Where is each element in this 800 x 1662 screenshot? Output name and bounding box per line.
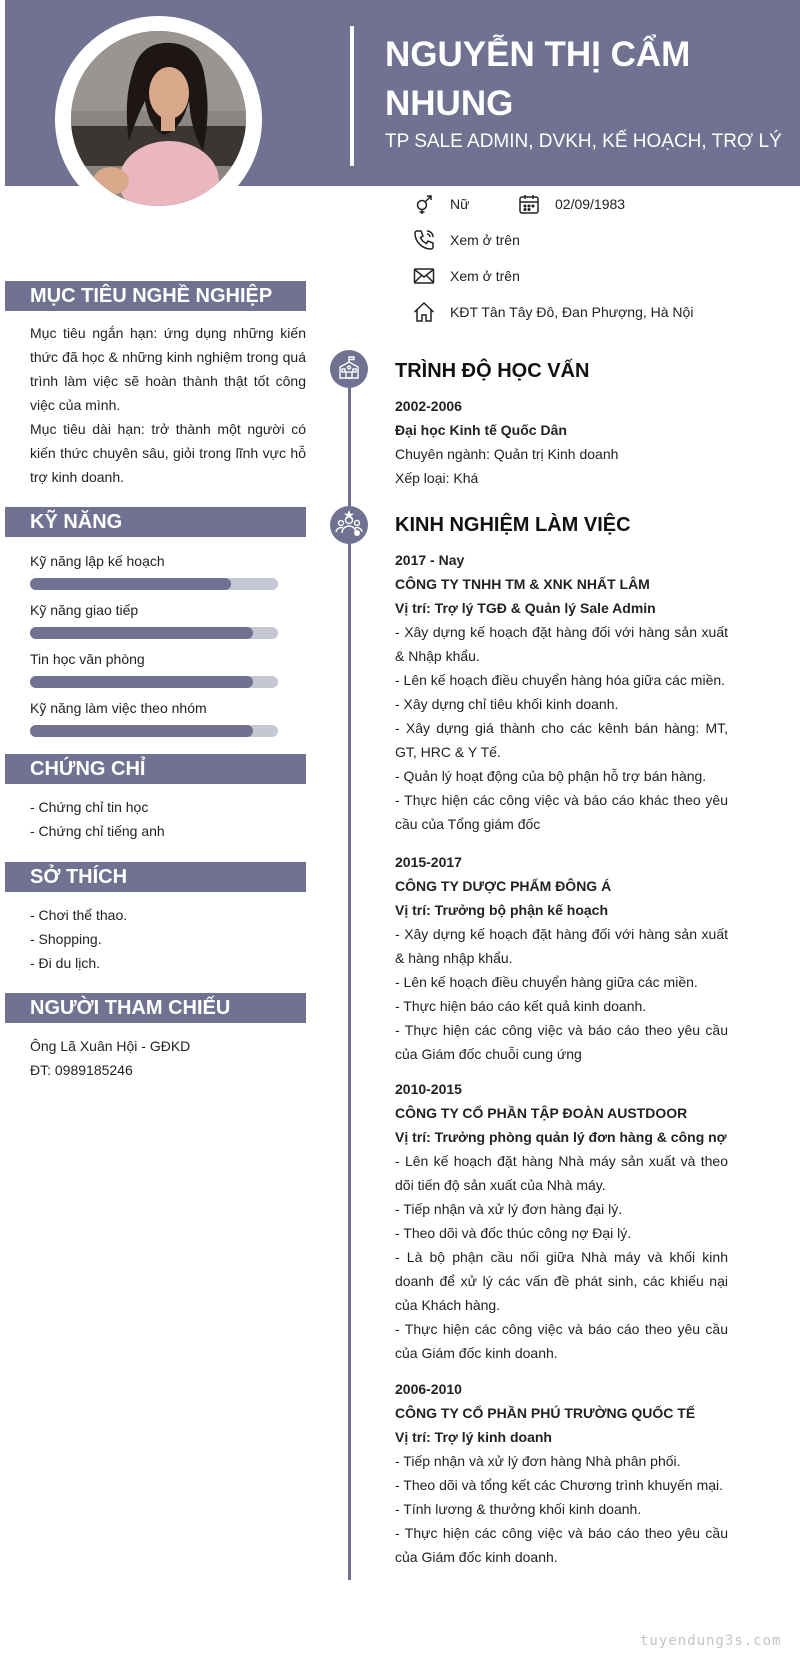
hobby-item: - Đi du lịch. <box>30 955 101 971</box>
hobby-item: - Chơi thể thao. <box>30 907 128 923</box>
job-duty: - Tính lương & thưởng khối kinh doanh. <box>395 1501 642 1517</box>
job-period: 2017 - Nay <box>395 552 465 568</box>
skill-bar <box>30 725 278 737</box>
skills-heading: KỸ NĂNG <box>5 507 306 537</box>
job-company: CÔNG TY TNHH TM & XNK NHẤT LÂM <box>395 576 650 592</box>
education-period: 2002-2006 <box>395 398 462 414</box>
certificate-item: - Chứng chỉ tiếng anh <box>30 823 165 839</box>
job-duty: - Theo dõi và tổng kết các Chương trình khuyến mại. <box>395 1477 724 1493</box>
objective-long-term: Mục tiêu dài hạn: trở thành một người có kiến thức chuyên sâu, giỏi trong lĩnh vực hỗ trợ kinh doanh. <box>30 421 306 485</box>
gender-icon <box>412 192 436 216</box>
hobbies-heading: SỞ THÍCH <box>5 862 306 892</box>
job-entry <box>395 1077 728 1365</box>
watermark: tuyendung3s.com <box>640 1633 782 1649</box>
objective-short-term: Mục tiêu ngắn hạn: ứng dụng những kiến thức đã học & những kinh nghiệm trong quá trình làm việc sẽ hoàn thành thật tốt công việc của mình. <box>30 325 306 413</box>
job-entry <box>395 1377 728 1569</box>
job-duty: - Quản lý hoạt động của bộ phận hỗ trợ bán hàng. <box>395 768 707 784</box>
job-duty: - Thực hiện báo cáo kết quả kinh doanh. <box>395 998 647 1014</box>
certificates-heading: CHỨNG CHỈ <box>5 754 306 784</box>
skill-label: Kỹ năng lập kế hoạch <box>30 553 165 569</box>
job-duty: - Xây dựng chỉ tiêu khối kinh doanh. <box>395 696 619 712</box>
education-entry <box>395 394 728 490</box>
skill-bar-fill <box>30 578 231 590</box>
school-icon <box>330 350 368 388</box>
contact-birthday <box>517 192 625 216</box>
avatar-photo <box>71 31 246 206</box>
job-duty: - Là bộ phận cầu nối giữa Nhà máy và khối kinh doanh để xử lý các vấn đề phát sinh, các khiếu nại của Khách hàng. <box>395 1249 728 1313</box>
job-period: 2006-2010 <box>395 1381 462 1397</box>
hobby-item: - Shopping. <box>30 931 102 947</box>
education-major: Chuyên ngành: Quản trị Kinh doanh <box>395 446 619 462</box>
skill-bar <box>30 578 278 590</box>
header-divider <box>350 26 354 166</box>
skill-bar <box>30 676 278 688</box>
team-icon <box>330 506 368 544</box>
job-company: CÔNG TY CỔ PHẦN TẬP ĐOÀN AUSTDOOR <box>395 1105 688 1121</box>
avatar <box>71 31 246 206</box>
job-duty: - Thực hiện các công việc và báo cáo theo yêu cầu của Giám đốc kinh doanh. <box>395 1525 728 1565</box>
job-period: 2015-2017 <box>395 854 462 870</box>
education-heading: TRÌNH ĐỘ HỌC VẤN <box>395 360 590 382</box>
job-duty: - Xây dựng kế hoạch đặt hàng đối với hàng sản xuất & hàng nhập khẩu. <box>395 926 728 966</box>
birthday-value: 02/09/1983 <box>555 196 626 212</box>
mail-icon <box>412 264 436 288</box>
email-value: Xem ở trên <box>450 268 520 284</box>
certificate-item: - Chứng chỉ tin học <box>30 799 149 815</box>
job-duty: - Thực hiện các công việc và báo cáo theo yêu cầu của Giám đốc chuỗi cung ứng <box>395 1022 728 1062</box>
job-company: CÔNG TY DƯỢC PHẨM ĐÔNG Á <box>395 878 612 894</box>
job-duty: - Xây dựng giá thành cho các kênh bán hàng: MT, GT, HRC & Y Tế. <box>395 720 728 760</box>
job-duty: - Tiếp nhận và xử lý đơn hàng Nhà phân phối. <box>395 1453 681 1469</box>
skill-label: Tin học văn phòng <box>30 651 145 667</box>
reference-phone: ĐT: 0989185246 <box>30 1062 133 1078</box>
job-role: Vị trí: Trợ lý TGĐ & Quản lý Sale Admin <box>395 600 656 616</box>
job-role: Vị trí: Trợ lý kinh doanh <box>395 1429 552 1445</box>
candidate-title: TP SALE ADMIN, DVKH, KẾ HOẠCH, TRỢ LÝ <box>385 131 782 152</box>
job-entry <box>395 850 728 1066</box>
phone-value: Xem ở trên <box>450 232 520 248</box>
candidate-name: NGUYỄN THỊ CẨM NHUNG <box>385 35 691 123</box>
job-duty: - Xây dựng kế hoạch đặt hàng đối với hàng sản xuất & Nhập khẩu. <box>395 624 728 664</box>
skill-label: Kỹ năng làm việc theo nhóm <box>30 700 207 716</box>
experience-heading: KINH NGHIỆM LÀM VIỆC <box>395 514 631 536</box>
skill-bar-fill <box>30 627 253 639</box>
job-duty: - Theo dõi và đốc thúc công nợ Đại lý. <box>395 1225 632 1241</box>
reference-name: Ông Lã Xuân Hội - GĐKD <box>30 1038 191 1054</box>
calendar-icon <box>517 192 541 216</box>
job-role: Vị trí: Trưởng bộ phận kế hoạch <box>395 902 608 918</box>
home-icon <box>412 300 436 324</box>
job-duty: - Thực hiện các công việc và báo cáo khác theo yêu cầu của Tổng giám đốc <box>395 792 728 832</box>
skill-bar <box>30 627 278 639</box>
gender-value: Nữ <box>450 196 470 212</box>
job-duty: - Thực hiện các công việc và báo cáo theo yêu cầu của Giám đốc kinh doanh. <box>395 1321 728 1361</box>
job-entry <box>395 548 728 836</box>
job-company: CÔNG TY CỔ PHẦN PHÚ TRƯỜNG QUỐC TẾ <box>395 1405 696 1421</box>
objective-heading: MỤC TIÊU NGHỀ NGHIỆP <box>5 281 306 311</box>
phone-icon <box>412 228 436 252</box>
address-value: KĐT Tân Tây Đô, Đan Phượng, Hà Nội <box>450 304 694 320</box>
education-school: Đại học Kinh tế Quốc Dân <box>395 422 567 438</box>
education-grade: Xếp loại: Khá <box>395 470 479 486</box>
job-duty: - Lên kế hoạch điều chuyển hàng giữa các miền. <box>395 974 698 990</box>
skill-label: Kỹ năng giao tiếp <box>30 602 139 618</box>
contact-gender <box>412 192 469 216</box>
job-period: 2010-2015 <box>395 1081 462 1097</box>
job-duty: - Tiếp nhận và xử lý đơn hàng đại lý. <box>395 1201 623 1217</box>
skill-bar-fill <box>30 725 253 737</box>
contact-address <box>412 300 693 324</box>
job-duty: - Lên kế hoạch điều chuyển hàng hóa giữa các miền. <box>395 672 726 688</box>
contact-phone <box>412 228 520 252</box>
job-duty: - Lên kế hoạch đặt hàng Nhà máy sản xuất và theo dõi tiến độ sản xuất của Nhà máy. <box>395 1153 728 1193</box>
references-heading: NGƯỜI THAM CHIẾU <box>5 993 306 1023</box>
contact-email <box>412 264 520 288</box>
skill-bar-fill <box>30 676 253 688</box>
job-role: Vị trí: Trưởng phòng quản lý đơn hàng & công nợ <box>395 1129 727 1145</box>
